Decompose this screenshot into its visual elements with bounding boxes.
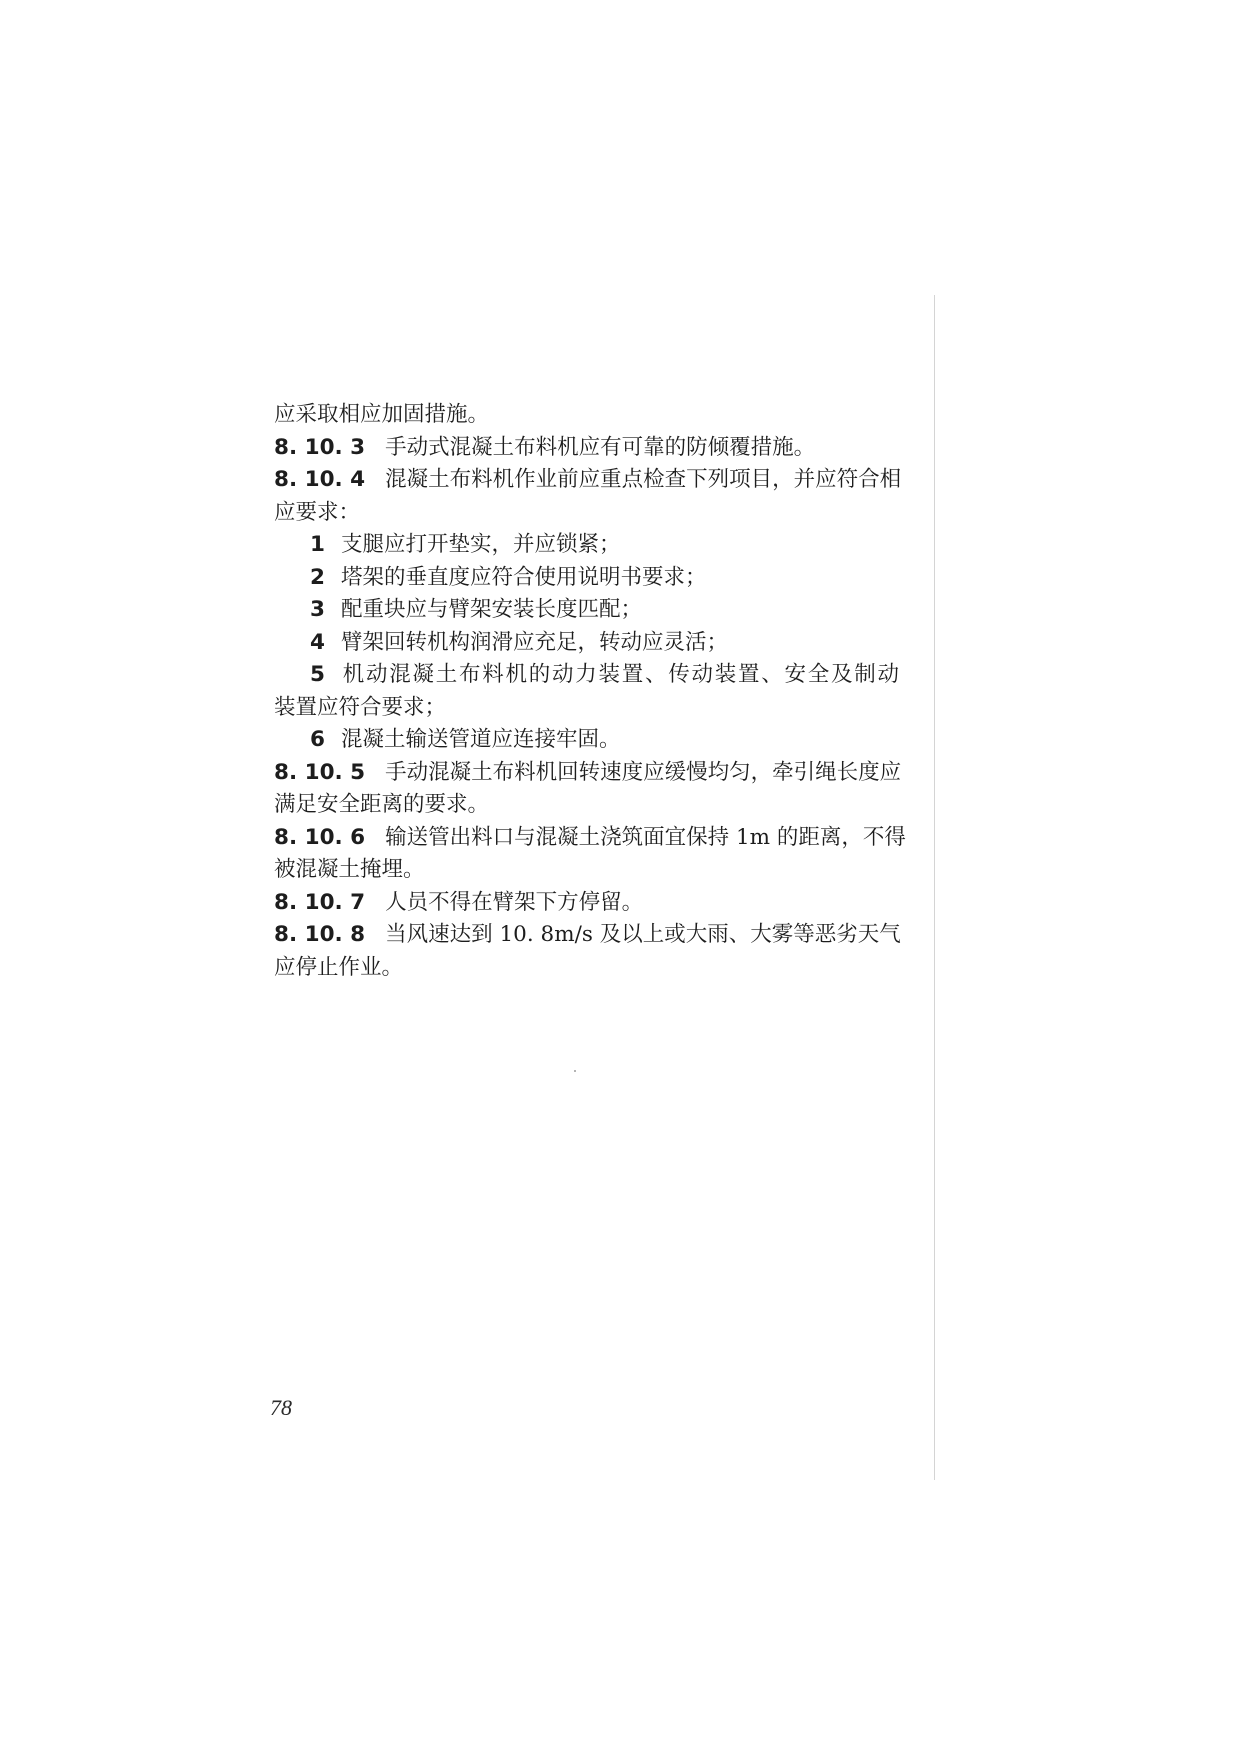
page-edge-shadow (934, 295, 935, 1480)
list-item-4 (274, 627, 899, 660)
clause-continuation (274, 952, 899, 985)
item-number: 3 (310, 597, 325, 622)
clause-continuation (274, 854, 899, 887)
clause-continuation (274, 789, 899, 822)
line-text: 被混凝土掩埋。 (274, 857, 425, 882)
clause-8-10-5 (274, 757, 902, 790)
page-number: 78 (270, 1395, 292, 1420)
clause-text: 手动混凝土布料机回转速度应缓慢均匀，牵引绳长度应 (385, 759, 902, 785)
list-item-6 (274, 724, 899, 757)
line-text: 应采取相应加固措施。 (274, 402, 490, 427)
clause-number: 8. 10. 5 (274, 759, 366, 785)
item-number: 4 (310, 629, 325, 655)
item-text: 塔架的垂直度应符合使用说明书要求； (340, 564, 707, 590)
item-number: 2 (310, 564, 325, 590)
line-text: 装置应符合要求； (274, 694, 447, 720)
list-item-5 (274, 659, 899, 692)
clause-number: 8. 10. 8 (274, 922, 366, 947)
clause-text: 手动式混凝土布料机应有可靠的防倾覆措施。 (385, 434, 816, 460)
clause-8-10-3 (274, 432, 899, 465)
paragraph-line (274, 399, 899, 432)
item-text: 支腿应打开垫实，并应锁紧； (340, 532, 621, 557)
item-text: 机动混凝土布料机的动力装置、传动装置、安全及制动 (340, 662, 899, 687)
clause-8-10-6 (274, 822, 906, 855)
line-text: 应要求： (274, 499, 361, 525)
clause-number: 8. 10. 6 (274, 824, 366, 850)
clause-8-10-4 (274, 464, 902, 497)
item-number: 1 (310, 532, 325, 557)
item-number: 6 (310, 727, 325, 752)
clause-text: 当风速达到 10. 8m/s 及以上或大雨、大雾等恶劣天气 (385, 922, 901, 947)
list-item-1 (274, 529, 899, 562)
clause-number: 8. 10. 4 (274, 467, 366, 492)
clause-8-10-7 (274, 887, 899, 920)
clause-text: 混凝土布料机作业前应重点检查下列项目，并应符合相 (385, 467, 902, 492)
item-text: 臂架回转机构润滑应充足，转动应灵活； (340, 629, 728, 655)
line-text: 满足安全距离的要求。 (274, 792, 490, 817)
clause-text: 人员不得在臂架下方停留。 (385, 889, 644, 915)
clause-continuation (274, 497, 899, 530)
line-text: 应停止作业。 (274, 954, 404, 980)
item-text: 混凝土输送管道应连接牢固。 (340, 727, 621, 752)
item-text: 配重块应与臂架安装长度匹配； (340, 597, 642, 622)
list-item-2 (274, 562, 899, 595)
clause-number: 8. 10. 7 (274, 889, 366, 915)
list-item-3 (274, 594, 899, 627)
document-body (274, 399, 906, 984)
list-item-continuation (274, 692, 899, 725)
clause-text: 输送管出料口与混凝土浇筑面宜保持 1m 的距离，不得 (385, 824, 906, 850)
clause-8-10-8 (274, 919, 899, 952)
item-number: 5 (310, 662, 325, 687)
clause-number: 8. 10. 3 (274, 434, 366, 460)
scan-speck (574, 1070, 576, 1072)
